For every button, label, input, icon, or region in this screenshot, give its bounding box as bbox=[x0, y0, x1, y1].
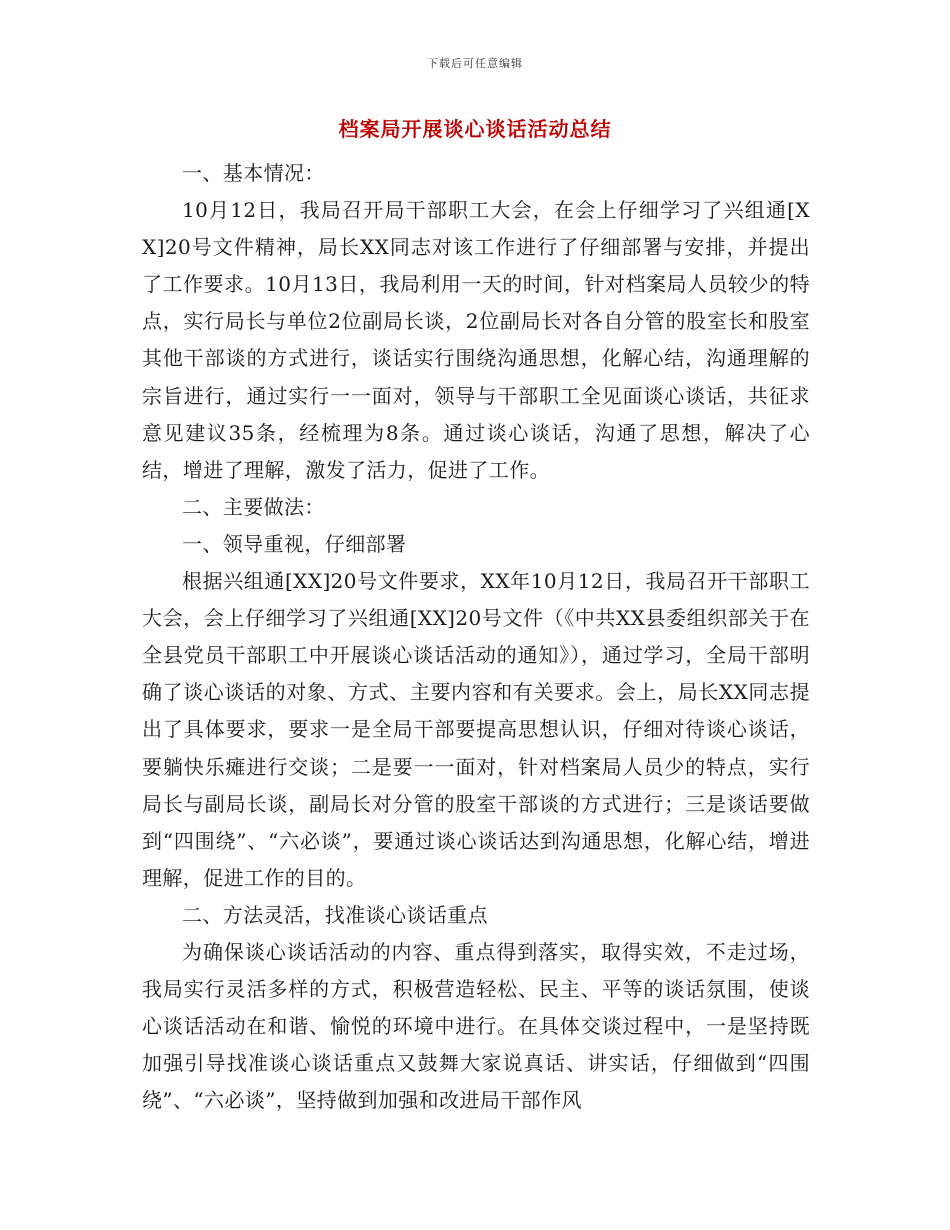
document-body bbox=[142, 155, 810, 1119]
section-heading-main-practices: 二、主要做法： bbox=[182, 494, 325, 519]
subheading-flexible-methods: 二、方法灵活，找准谈心谈话重点 bbox=[182, 902, 488, 927]
paragraph-flexible-methods: 为确保谈心谈话活动的内容、重点得到落实，取得实效，不走过场，我局实行灵活多样的方式，积极营造轻松、民主、平等的谈话氛围，使谈心谈话活动在和谐、愉悦的环境中进行。在具体交谈过程中，一是坚持既加强引导找准谈心谈话重点又鼓舞大家说真话、讲实话，仔细做到“四围绕”、“六必谈”，坚持做到加强和改进局干部作风 bbox=[142, 939, 810, 1113]
paragraph-basic-situation: 10月12日，我局召开局干部职工大会，在会上仔细学习了兴组通[XX]20号文件精神，局长XX同志对该工作进行了仔细部署与安排，并提出了工作要求。10月13日，我局利用一天的时间，针对档案局人员较少的特点，实行局长与单位2位副局长谈，2位副局长对各自分管的股室长和股室其他干部谈的方式进行，谈话实行围绕沟通思想，化解心结，沟通理解的宗旨进行，通过实行一一面对，领导与干部职工全见面谈心谈话，共征求意见建议35条，经梳理为8条。通过谈心谈话，沟通了思想，解决了心结，增进了理解，激发了活力，促进了工作。 bbox=[142, 198, 810, 482]
section-heading-basic-situation: 一、基本情况： bbox=[182, 161, 325, 185]
paragraph-leadership: 根据兴组通[XX]20号文件要求，XX年10月12日，我局召开干部职工大会，会上仔细学习了兴组通[XX]20号文件（《中共XX县委组织部关于在全县党员干部职工中开展谈心谈话活动的通知》），通过学习，全局干部明确了谈心谈话的对象、方式、主要内容和有关要求。会上，局长XX同志提出了具体要求，要求一是全局干部要提高思想认识，仔细对待谈心谈话，要躺快乐瘫进行交谈；二是要一一面对，针对档案局人员少的特点，实行局长与副局长谈，副局长对分管的股室干部谈的方式进行；三是谈话要做到“四围绕”、“六必谈”，要通过谈心谈话达到沟通思想，化解心结，增进理解，促进工作的目的。 bbox=[142, 569, 810, 890]
header-note: 下载后可任意编辑 bbox=[427, 57, 523, 70]
document-title: 档案局开展谈心谈话活动总结 bbox=[338, 117, 612, 141]
subheading-leadership: 一、领导重视，仔细部署 bbox=[182, 531, 407, 556]
